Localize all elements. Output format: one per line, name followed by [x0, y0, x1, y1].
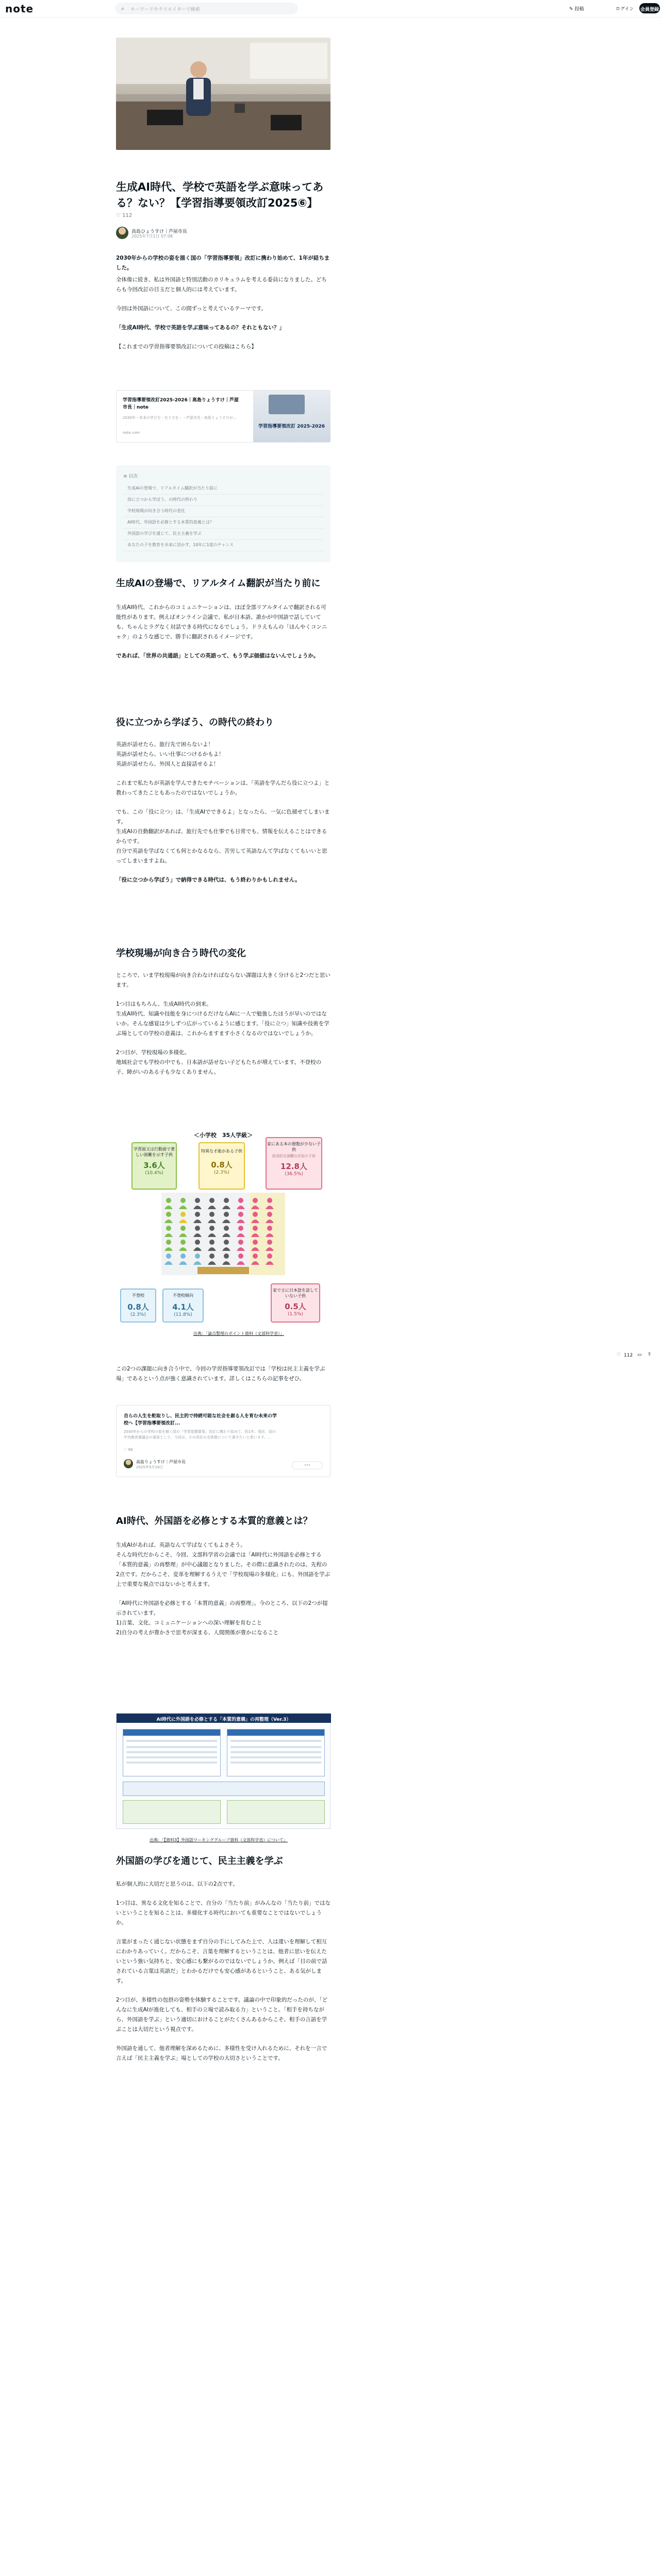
hero-photo-illustration: [116, 38, 330, 150]
person-head: [267, 1198, 272, 1203]
s3b-para: この2つの課題に向き合う中で、今回の学習指導要領改訂では「学校は民主主義を学ぶ場」であるという点が強く意識されています。詳しくはこちらの記事をぜひ。: [116, 1366, 325, 1382]
author-row[interactable]: [116, 227, 330, 240]
s1-para: であれば、「世界の共通語」としての英語って、もう学ぶ価値はないんでしょうか。: [116, 653, 319, 659]
avatar[interactable]: [116, 227, 128, 239]
intro-section: [116, 253, 330, 352]
person-head: [180, 1226, 186, 1231]
s4-para: 2)自分の考えが豊かさで思考が深まる、人間関係が豊かになること: [116, 1630, 279, 1636]
person-head: [209, 1253, 214, 1259]
person-head: [253, 1212, 258, 1217]
stat-box-absence-tendency: 不登校傾向 4.1人 (11.8%): [162, 1289, 204, 1323]
embed2-date: 2025年5月18日: [136, 1465, 163, 1469]
person-head: [224, 1212, 229, 1217]
s2-para: 自分で英語を学ばなくても何とかなるなら、苦労して英語なんて学ばなくてもいいと思ってしまいますよね。: [116, 848, 327, 864]
person-head: [209, 1198, 214, 1203]
section-heading-4: AI時代、外国語を必修とする本質的意義とは？: [116, 1516, 312, 1527]
toc-item[interactable]: 外国語の学びを通じて、民主主義を学ぶ: [123, 529, 323, 540]
classroom-people-grid: [161, 1193, 285, 1275]
person-head: [267, 1212, 272, 1217]
figure2-panel-left: [123, 1729, 221, 1776]
s5-para: 私が個人的に大切だと思うのは、以下の2点です。: [116, 1881, 238, 1887]
s3-para: 1つ目はもちろん、生成AI時代の到来。: [116, 1001, 212, 1007]
person-head: [166, 1212, 171, 1217]
login-button[interactable]: ログイン: [616, 7, 634, 12]
embed-card-article[interactable]: [116, 1405, 330, 1477]
person-head: [166, 1240, 171, 1245]
s2-para: でも、この「役に立つ」は、「生成AIでできるよ」となったら、一気に色褪せてしまいます。: [116, 809, 330, 825]
embed-title: 学習指導要領改訂2025-2026｜高島りょうすけ｜芦屋市長｜note: [123, 398, 239, 410]
embed2-author: 高島りょうすけ｜芦屋市長: [136, 1460, 186, 1464]
search-input[interactable]: [115, 3, 298, 14]
person-head: [238, 1253, 243, 1259]
toc-item[interactable]: 生成AIの登場で、リアルタイム翻訳が当たり前に: [123, 483, 323, 495]
section-1-body: [116, 603, 330, 661]
toc-item[interactable]: 学校現場が向き合う時代の変化: [123, 506, 323, 517]
embed-desc: 2030年一本本の学び方・在り方を・・芦屋市長・高島りょうすけが...: [123, 416, 237, 420]
person-head: [166, 1226, 171, 1231]
site-header: [0, 0, 662, 18]
section-2-body: [116, 740, 330, 885]
post-button[interactable]: [569, 5, 584, 12]
intro-para-4: 「生成AI時代、学校で英語を学ぶ意味ってあるの？それともない？」: [116, 325, 285, 331]
s5-para: 外国語を通して、他者理解を深めるために、多様性を受け入れるために、それを一言で言えば「民主主義を学ぶ」場としての学校の大切さということです。: [116, 2045, 327, 2061]
person-head: [253, 1253, 258, 1259]
post-label: 投稿: [574, 7, 584, 12]
figure2-bottom-left: [123, 1800, 221, 1824]
heart-icon: ♡: [124, 1448, 128, 1452]
heart-icon[interactable]: ♡: [116, 213, 121, 218]
person-head: [238, 1240, 243, 1245]
s2-para: 英語が話せたら、外国人と直接話せるよ！: [116, 761, 219, 767]
s2-para: 英語が話せたら、いい仕事につけるかもよ！: [116, 751, 224, 757]
person-head: [267, 1253, 272, 1259]
person-head: [253, 1226, 258, 1231]
section-3b-body: [116, 1364, 330, 1384]
person-head: [195, 1240, 200, 1245]
s5-para: 2つ目が、多様性の包摂の姿勢を体験することです。議論の中で印象的だったのが、「どんなに生成AIが進化しても、相手の立場で読み取る力」ということ。「相手を持ちながら、外国語を学ぶ」という適切におけることがたくさんあるからこそ、相手の言語を学ぶことは大切だという視点です。: [116, 1997, 328, 2032]
heart-icon[interactable]: ♡: [617, 1352, 621, 1358]
s2-para: 生成AIの自動翻訳があれば、旅行先でも仕事でも日常でも、情報を伝えることはできるからです。: [116, 828, 327, 844]
person-head: [238, 1198, 243, 1203]
hero-image: [116, 38, 330, 150]
stat-box-language: 家で主に日本語を話していない子供 0.5人 (1.5%): [271, 1283, 320, 1323]
person-head: [238, 1212, 243, 1217]
figure2-middle-band: [123, 1782, 325, 1796]
figure-caption-link[interactable]: 出典：「論点整理のポイント資料（文部科学省）」: [193, 1331, 284, 1336]
person-head: [195, 1198, 200, 1203]
intro-para-3: 今回は外国語について、この間ずっと考えているテーマです。: [116, 306, 267, 312]
person-head: [253, 1240, 258, 1245]
s4-para: そんな時代だからこそ、今回、文部科学省の会議では「AI時代に外国語を必修とする「本質的意義」の再整理」が中心議題となりました。その際に意識されたのは、先程の2点です。だからこそ、変革を理解するうえで「学校現場の多様化」にも、外国語を学ぶ上で重要な視点ではないかと考えます。: [116, 1552, 330, 1587]
person-head: [166, 1253, 171, 1259]
person-head: [224, 1198, 229, 1203]
person-head: [195, 1226, 200, 1231]
stat-box-books: 家にある本の冊数が少ない子供 経済的な困難な状況の子供 12.8人 (36.5%): [266, 1137, 322, 1190]
person-head: [195, 1212, 200, 1217]
s3-para: 地域社会でも学校の中でも、日本語が話せない子どもたちが増えています。不登校の子、障がいのある子も少なくありません。: [116, 1059, 322, 1075]
person-head: [180, 1212, 186, 1217]
figure2-caption-link[interactable]: 出典：「【資料3】外国語ワーキンググループ資料（文部科学省）について」: [150, 1838, 288, 1842]
like-row: [116, 213, 330, 218]
figure2-bottom-right: [227, 1800, 325, 1824]
s4-para: 1)言葉、文化、コミュニケーションへの深い理解を育むこと: [116, 1620, 262, 1626]
s5-para: 言葉がまったく通じない状態をまず自分の手にしてみた上で、人は違いを理解して相互にわかりあっていく。だからこそ、言葉を理解するということは、他者に思いを伝えたいという強い気持ちと、安心感にも繋がるのではないでしょうか。例えば「目の前で話されている言葉は英語だ」とわかるだけでも安心感があるということ、ある気がします。: [116, 1939, 327, 1984]
person-head: [253, 1198, 258, 1203]
search-placeholder: キーワードやクリエイターで検索: [130, 7, 200, 12]
toc-item[interactable]: 役に立つから学ぼう、の時代の終わり: [123, 495, 323, 506]
s2-para: これまで私たちが英語を学んできたモチベーションは、「英語を学んだら役に立つよ」と教わってきたこともあったのではないでしょうか。: [116, 780, 330, 796]
comment-icon[interactable]: ▭: [637, 1352, 642, 1358]
s4-para: 「AI時代に外国語を必修とする「本質的意義」の再整理」。今のところ、以下の2つが提示されています。: [116, 1600, 328, 1616]
stat-box-absence: 不登校 0.8人 (2.3%): [120, 1289, 156, 1323]
figure2-title: AI時代に外国語を必修とする「本質的意義」の再整理（Ver.3）: [117, 1714, 331, 1723]
section-heading-1: 生成AIの登場で、リアルタイム翻訳が当たり前に: [116, 578, 321, 589]
embed2-desc: 2030年からの学校の姿を描く国の「学習指導要領」改訂に携わり始めて、約1年。現在、国の中央教育審議会の委員として、今回は、その改訂の全体像について書きたいと思います。...: [124, 1430, 276, 1439]
person-head: [267, 1240, 272, 1245]
s2-para: 「役に立つから学ぼう」で納得できる時代は、もう終わりかもしれません。: [116, 877, 301, 883]
article-title: 生成AI時代、学校で英語を学ぶ意味ってある？ない？【学習指導要領改訂2025⑥】: [116, 181, 324, 209]
pencil-icon: ✎: [569, 7, 575, 12]
s2-para: 英語が話せたら、旅行先で困らないよ！: [116, 741, 213, 748]
post-date: 2025年7月1日 07:08: [131, 234, 173, 239]
signup-button[interactable]: 会員登録: [639, 3, 660, 13]
embed-thumb-text: 学習指導要領改訂 2025-2026: [258, 424, 325, 429]
stat-box-learning: 学習面又は行動面で著しい困難を示す子供 3.6人 (10.4%): [131, 1142, 177, 1190]
floating-action-bar: [617, 1351, 661, 1361]
s3-para: 生成AI時代、知識や技能を身につけるだけならAIに一人で勉強したほうが早いのではないか。そんな感覚は少しずつ広がっているように感じます。「役に立つ」知識や技術を学ぶ場としての学校の意義は、これからますます小さくなるのではないでしょうか。: [116, 1011, 329, 1037]
person-head: [180, 1240, 186, 1245]
figure-class-composition: [116, 1131, 330, 1342]
share-icon[interactable]: ⇪: [648, 1352, 652, 1357]
person-head: [224, 1226, 229, 1231]
toc-item[interactable]: AI時代、外国語を必修とする本質的意義とは？: [123, 517, 323, 529]
floating-like-count: 112: [624, 1353, 633, 1358]
avatar[interactable]: [124, 1459, 133, 1468]
embed2-title: 自らの人生を舵取りし、民主的で持続可能な社会を創る人を育む未来の学校へ【学習指導要領改訂...: [124, 1414, 277, 1426]
person-head: [180, 1253, 186, 1259]
embed-thumbnail: [253, 391, 330, 442]
s3-para: 2つ目が、学校現場の多様化。: [116, 1049, 190, 1056]
s1-para: 生成AI時代、これからのコミュニケーションは、ほぼ全部リアルタイムで翻訳される可能性があります。例えばオンライン会議で、私が日本語、誰かが中国語で話していても、ちゃんとラグなく対話できる時代になるでしょう。ドラえもんの「ほんやくコンニャク」のような感じで、勝手に翻訳されるイメージです。: [116, 604, 327, 640]
intro-para-1: 2030年からの学校の姿を描く国の「学習指導要領」改訂に携わり始めて、1年が経ちました。: [116, 255, 330, 271]
embed2-like-row: ♡ 98: [124, 1448, 133, 1452]
toc-heading: ≡ 目次: [123, 474, 138, 479]
like-count: 112: [122, 213, 133, 218]
toc-item[interactable]: あなたの子を教育を未来に活かす、10年に1度のチャンス: [123, 540, 323, 551]
person-head: [209, 1212, 214, 1217]
stat-box-gifted: 特異な才能がある子供 0.8人 (2.3%): [198, 1142, 245, 1190]
person-head: [209, 1226, 214, 1231]
s3-para: ところで、いま学校現場が向き合わなければならない課題は大きく分けると2つだと思います。: [116, 972, 330, 988]
figure-title: ＜小学校 35人学級＞: [193, 1132, 253, 1139]
intro-para-2: 全体像に続き、私は外国語と特別活動のカリキュラムを考える委員になりました。どちらも今回改訂の目玉だと個人的には考えています。: [116, 277, 327, 293]
intro-para-5: 【これまでの学習指導要領改訂についての投稿はこちら】: [116, 344, 257, 350]
note-logo[interactable]: note: [5, 3, 34, 15]
section-heading-5: 外国語の学びを通じて、民主主義を学ぶ: [116, 1856, 283, 1867]
section-4-body: [116, 1540, 330, 1638]
section-5-body: [116, 1879, 330, 2063]
section-heading-3: 学校現場が向き合う時代の変化: [116, 948, 246, 959]
section-3-body: [116, 971, 330, 1077]
embed-domain: note.com: [123, 431, 140, 435]
person-head: [209, 1240, 214, 1245]
person-head: [224, 1253, 229, 1259]
table-of-contents: [116, 465, 330, 562]
person-head: [195, 1253, 200, 1259]
person-head: [238, 1226, 243, 1231]
embed-card-magazine[interactable]: [116, 390, 330, 443]
search-icon: ⌕: [121, 5, 125, 12]
figure2-panel-right: [227, 1729, 325, 1776]
person-head: [166, 1198, 171, 1203]
person-head: [224, 1240, 229, 1245]
s4-para: 生成AIがあれば、英語なんて学ばなくてもよさそう。: [116, 1542, 246, 1548]
person-head: [180, 1198, 186, 1203]
section-heading-2: 役に立つから学ぼう、の時代の終わり: [116, 717, 274, 728]
figure-essential-meaning: [116, 1713, 330, 1829]
person-head: [267, 1226, 272, 1231]
author-name[interactable]: 高島ひょうすけ｜芦屋市長: [131, 229, 188, 234]
embed2-read-button[interactable]: •••: [292, 1461, 323, 1469]
s5-para: 1つ目は、異なる文化を知ることで、自分の「当たり前」がみんなの「当たり前」ではないということを知ることは、多様化する時代においても重要なことではないでしょうか。: [116, 1900, 330, 1926]
